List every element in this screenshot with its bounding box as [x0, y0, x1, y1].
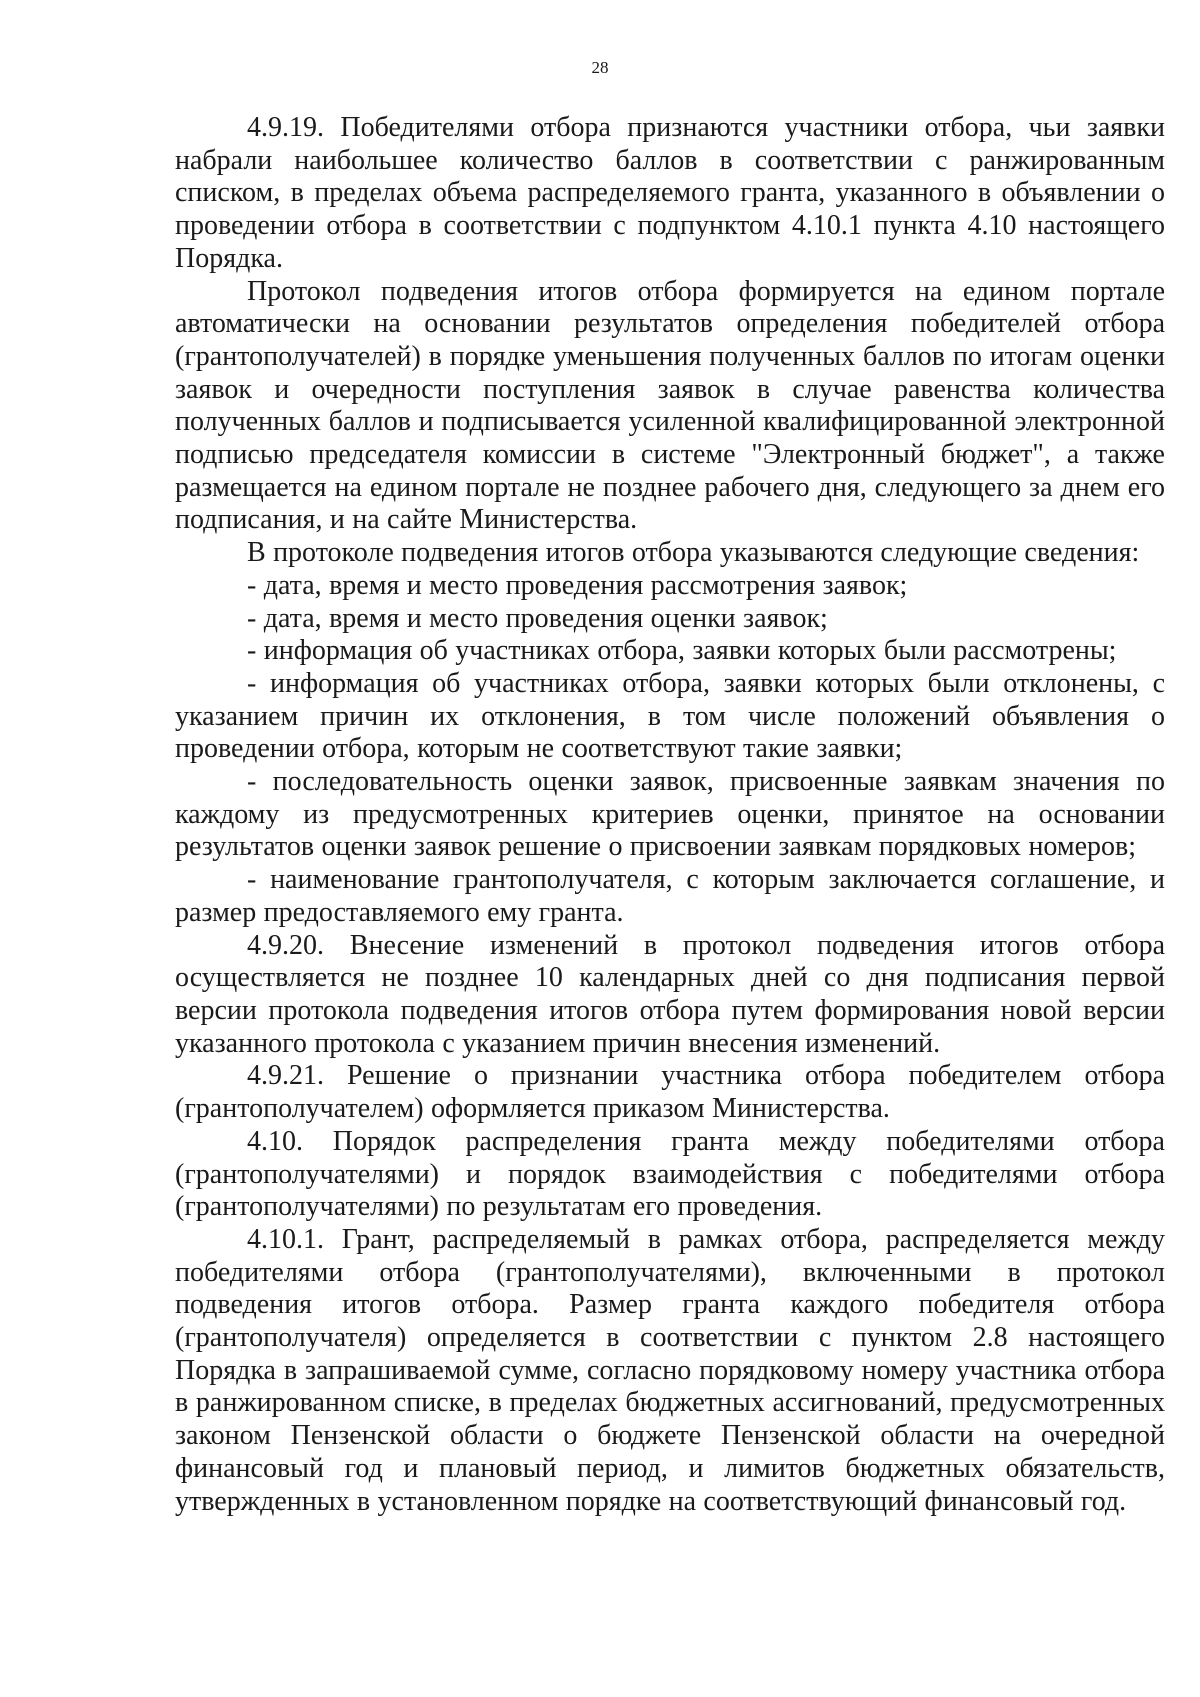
list-item-rejected-participants: - информация об участниках отбора, заявки которых были отклонены, с указанием причин их отклонения, в том числе положений объявления о проведении отбора, которым не соответствуют такие заявки;	[175, 667, 1165, 765]
paragraph-protocol-contents-intro: В протоколе подведения итогов отбора указываются следующие сведения:	[247, 537, 1140, 569]
paragraph-4-9-20: 4.9.20. Внесение изменений в протокол подведения итогов отбора осуществляется не позднее 10 календарных дней со дня подписания первой версии протокола подведения итогов отбора путем формирования новой версии указанного протокола с указанием причин внесения изменений.	[175, 929, 1165, 1059]
paragraph-4-9-19: 4.9.19. Победителями отбора признаются участники отбора, чьи заявки набрали наибольшее количество баллов в соответствии с ранжированным списком, в пределах объема распределяемого гранта, указанного в объявлении о проведении отбора в соответствии с подпунктом 4.10.1 пункта 4.10 настоящего Порядка.	[175, 112, 1165, 274]
list-item-evaluation-date: - дата, время и место проведения оценки заявок;	[247, 602, 828, 634]
paragraph-protocol-formation: Протокол подведения итогов отбора формируется на едином портале автоматически на основании результатов определения победителей отбора (грантополучателей) в порядке уменьшения полученных баллов по итогам оценки заявок и очередности поступления заявок в случае равенства количества полученных баллов и подписывается усиленной квалифицированной электронной подписью председателя комиссии в системе "Электронный бюджет", а также размещается на едином портале не позднее рабочего дня, следующего за днем его подписания, и на сайте Министерства.	[175, 275, 1165, 536]
paragraph-4-10: 4.10. Порядок распределения гранта между победителями отбора (грантополучателями) и порядок взаимодействия с победителями отбора (грантополучателями) по результатам его проведения.	[175, 1125, 1165, 1223]
page-number: 28	[591, 58, 609, 77]
list-item-reviewed-participants: - информация об участниках отбора, заявки которых были рассмотрены;	[247, 635, 1117, 667]
paragraph-4-10-1: 4.10.1. Грант, распределяемый в рамках отбора, распределяется между победителями отбора (грантополучателями), включенными в протокол подведения итогов отбора. Размер гранта каждого победителя отбора (грантополучателя) определяется в соответствии с пунктом 2.8 настоящего Порядка в запрашиваемой сумме, согласно порядковому номеру участника отбора в ранжированном списке, в пределах бюджетных ассигнований, предусмотренных законом Пензенской области о бюджете Пензенской области на очередной финансовый год и плановый период, и лимитов бюджетных обязательств, утвержденных в установленном порядке на соответствующий финансовый год.	[175, 1223, 1165, 1517]
paragraph-4-9-21: 4.9.21. Решение о признании участника отбора победителем отбора (грантополучателем) оформляется приказом Министерства.	[175, 1060, 1165, 1125]
list-item-review-date: - дата, время и место проведения рассмотрения заявок;	[247, 569, 908, 601]
list-item-evaluation-sequence: - последовательность оценки заявок, присвоенные заявкам значения по каждому из предусмотренных критериев оценки, принятое на основании результатов оценки заявок решение о присвоении заявкам порядковых номеров;	[175, 766, 1165, 863]
document-body	[175, 112, 1165, 1518]
list-item-grantee-name: - наименование грантополучателя, с которым заключается соглашение, и размер предоставляемого ему гранта.	[175, 864, 1165, 928]
